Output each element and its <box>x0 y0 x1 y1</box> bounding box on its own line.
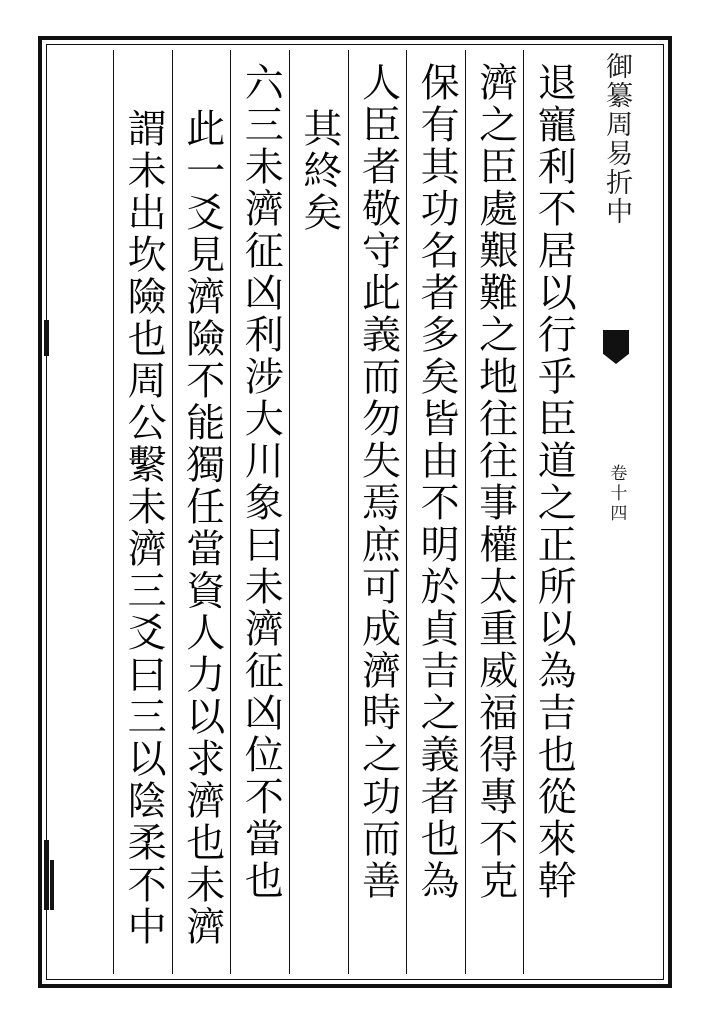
text-column <box>523 50 582 974</box>
text-columns <box>54 50 582 974</box>
column-text: 人臣者敬守此義而勿失焉庶可成濟時之功而善 <box>355 62 401 902</box>
column-text: 退寵利不居以行乎臣道之正所以為吉也從來幹 <box>531 62 577 902</box>
paper-wear-mark <box>44 840 49 910</box>
text-column <box>406 50 465 974</box>
spine-margin <box>571 44 661 980</box>
book-title-header: 御纂周易折中 <box>601 52 633 226</box>
column-text: 保有其功名者多矣皆由不明於貞吉之義者也為 <box>414 62 460 902</box>
column-text: 六三未濟征凶利涉大川象曰未濟征凶位不當也 <box>238 62 284 902</box>
column-text: 濟之臣處艱難之地往往事權太重威福得專不克 <box>472 62 518 902</box>
paper-wear-mark <box>50 860 54 910</box>
text-column <box>113 50 172 974</box>
text-column <box>465 50 524 974</box>
column-text: 其終矣 <box>296 108 342 234</box>
text-column <box>348 50 407 974</box>
column-text: 謂未出坎險也周公繫未濟三爻曰三以陰柔不中 <box>121 108 167 948</box>
text-column <box>289 50 348 974</box>
paper-wear-mark <box>44 320 49 356</box>
text-column <box>230 50 289 974</box>
column-text: 此一爻見濟險不能獨任當資人力以求濟也未濟 <box>179 108 225 948</box>
fish-tail-mark-icon <box>603 330 629 364</box>
text-column <box>172 50 231 974</box>
volume-label: 卷十四 <box>606 464 627 524</box>
